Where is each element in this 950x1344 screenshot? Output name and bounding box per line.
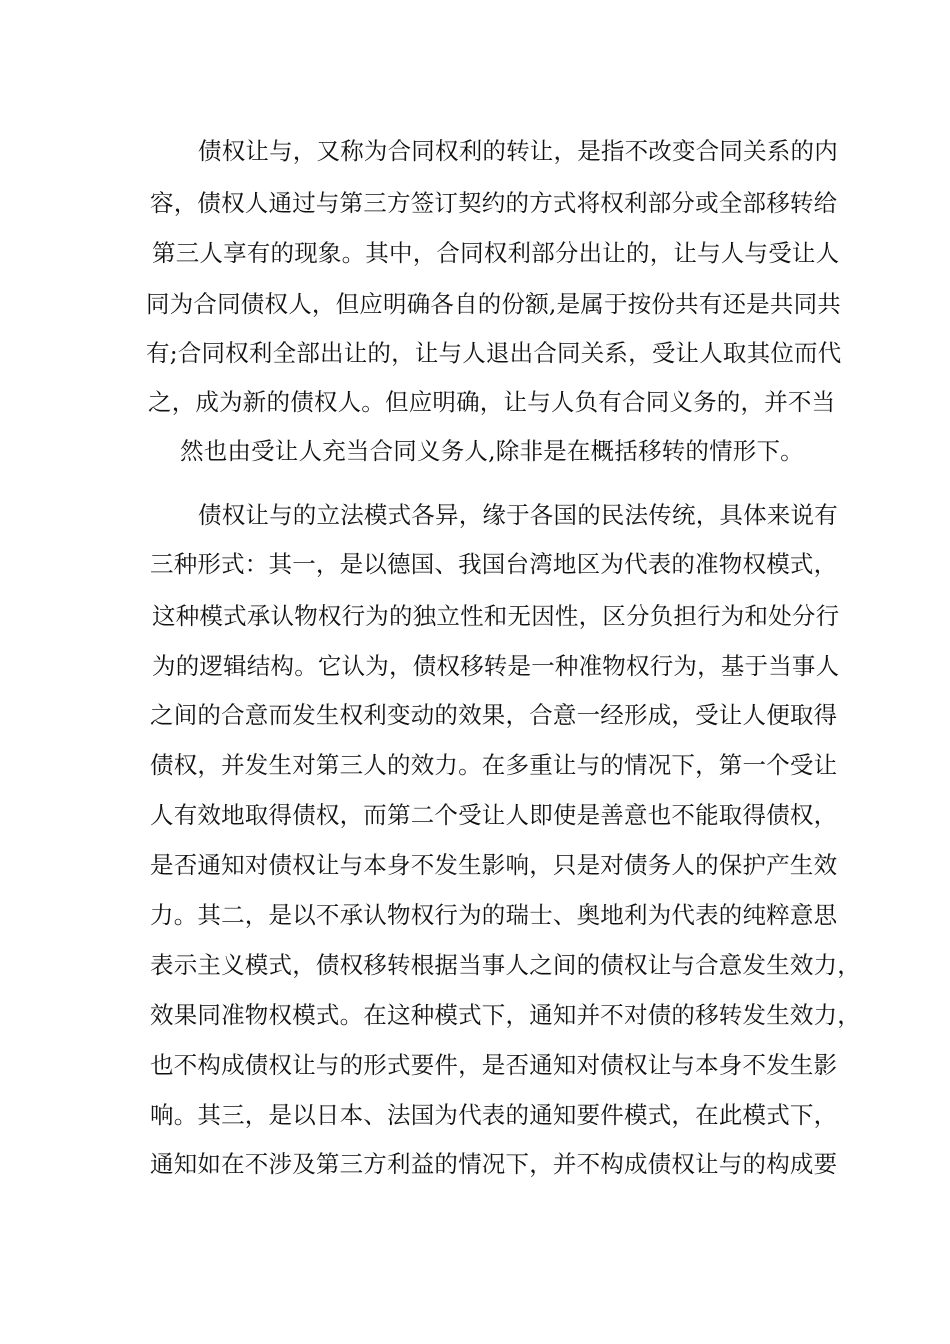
- text-line: 为的逻辑结构。它认为，债权移转是一种准物权行为，基于当事人: [152, 652, 840, 680]
- text-line: 是否通知对债权让与本身不发生影响，只是对债务人的保护产生效: [150, 851, 838, 879]
- text-line: 然也由受让人充当合同义务人,除非是在概括移转的情形下。: [180, 437, 804, 465]
- text-line: 力。其二，是以不承认物权行为的瑞士、奥地利为代表的纯粹意思: [150, 901, 838, 929]
- text-line: 通知如在不涉及第三方利益的情况下，并不构成债权让与的构成要: [150, 1150, 838, 1178]
- text-line: 第三人享有的现象。其中，合同权利部分出让的，让与人与受让人: [152, 239, 840, 267]
- text-line: 人有效地取得债权，而第二个受让人即使是善意也不能取得债权，: [150, 801, 838, 829]
- text-line: 效果同准物权模式。在这种模式下，通知并不对债的移转发生效力，: [150, 1001, 861, 1029]
- text-line: 债权让与，又称为合同权利的转让，是指不改变合同关系的内: [198, 137, 838, 165]
- text-line: 有;合同权利全部出让的，让与人退出合同关系，受让人取其位而代: [146, 339, 842, 367]
- text-line: 表示主义模式，债权移转根据当事人之间的债权让与合意发生效力，: [150, 951, 861, 979]
- text-line: 同为合同债权人，但应明确各自的份额,是属于按份共有还是共同共: [146, 290, 841, 318]
- text-line: 三种形式：其一，是以德国、我国台湾地区为代表的准物权模式，: [150, 550, 838, 578]
- text-line: 容，债权人通过与第三方签订契约的方式将权利部分或全部移转给: [150, 189, 838, 217]
- text-line: 这种模式承认物权行为的独立性和无因性，区分负担行为和处分行: [152, 602, 840, 630]
- text-line: 响。其三，是以日本、法国为代表的通知要件模式，在此模式下，: [150, 1101, 838, 1129]
- text-line: 债权让与的立法模式各异，缘于各国的民法传统，具体来说有: [198, 501, 838, 529]
- text-line: 之间的合意而发生权利变动的效果，合意一经形成，受让人便取得: [150, 701, 838, 729]
- text-line: 之，成为新的债权人。但应明确，让与人负有合同义务的，并不当: [148, 388, 836, 416]
- text-line: 也不构成债权让与的形式要件，是否通知对债权让与本身不发生影: [150, 1051, 838, 1079]
- text-line: 债权，并发生对第三人的效力。在多重让与的情况下，第一个受让: [150, 751, 838, 779]
